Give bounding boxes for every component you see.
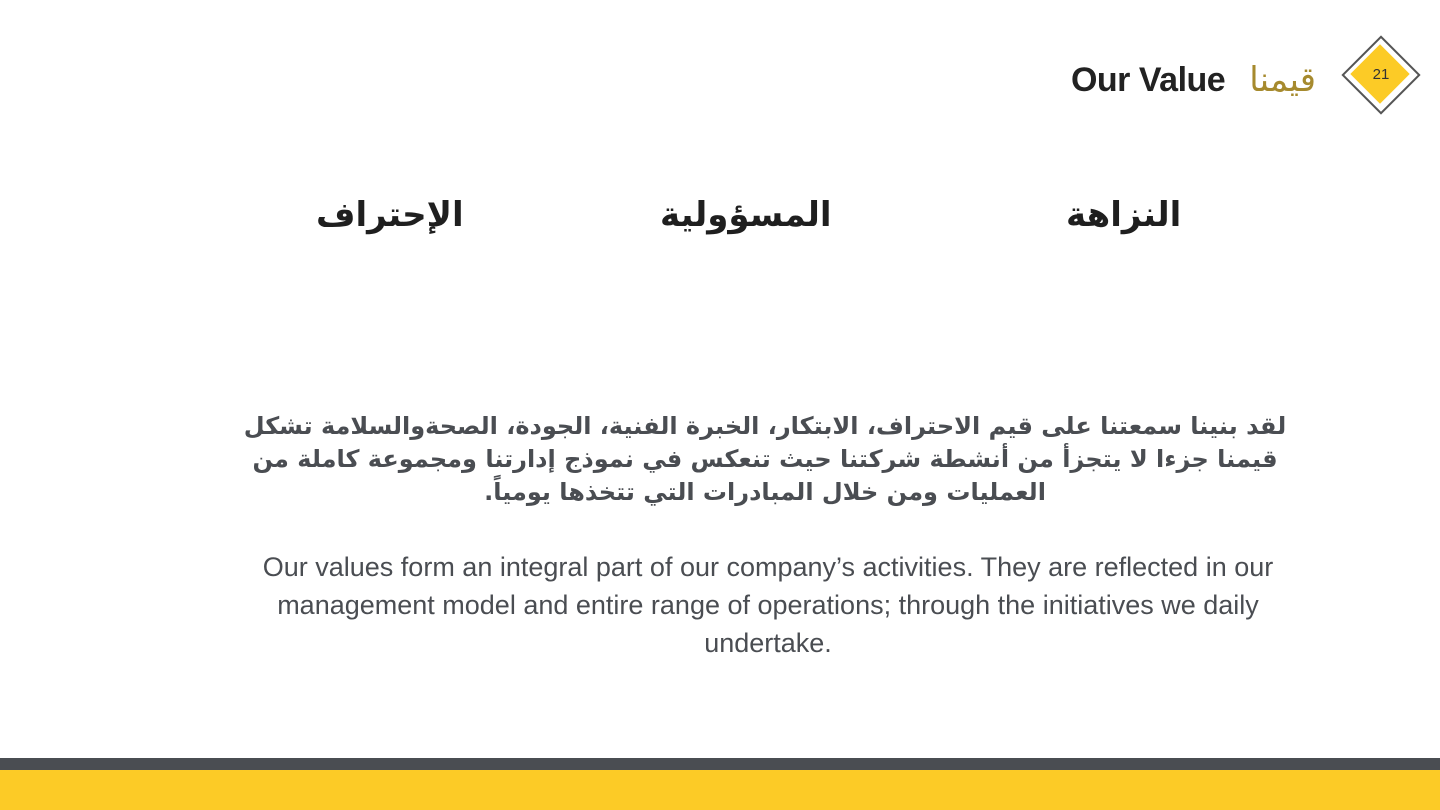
slide-header bbox=[1071, 60, 1316, 100]
slide-title-english: Our Value bbox=[1070, 61, 1226, 99]
value-integrity: النزاهة bbox=[1066, 195, 1182, 235]
value-responsibility: المسؤولية bbox=[660, 195, 832, 235]
body-text-arabic: لقد بنينا سمعتنا على قيم الاحتراف، الابتكار، الخبرة الفنية، الجودة، الصحةوالسلامة تشكل قيمنا جزءا لا يتجزأ من أنشطة شركتنا حيث تنعكس في نموذج إدارتنا ومجموعة كاملة من العمليات ومن خلال المبادرات التي تتخذها يومياً. bbox=[243, 412, 1287, 506]
value-professionalism: الإحتراف bbox=[316, 195, 464, 235]
values-row bbox=[0, 195, 1440, 245]
footer-yellow-bar bbox=[0, 770, 1440, 810]
page-number-badge bbox=[1353, 47, 1411, 105]
page-number: 21 bbox=[1372, 66, 1390, 83]
body-text-english: Our values form an integral part of our company’s activities. They are reflected in our management model and entire range of operations; through the initiatives we daily undertake. bbox=[262, 552, 1274, 658]
footer-dark-bar bbox=[0, 758, 1440, 770]
slide-title-arabic: قيمنا bbox=[1249, 60, 1316, 100]
